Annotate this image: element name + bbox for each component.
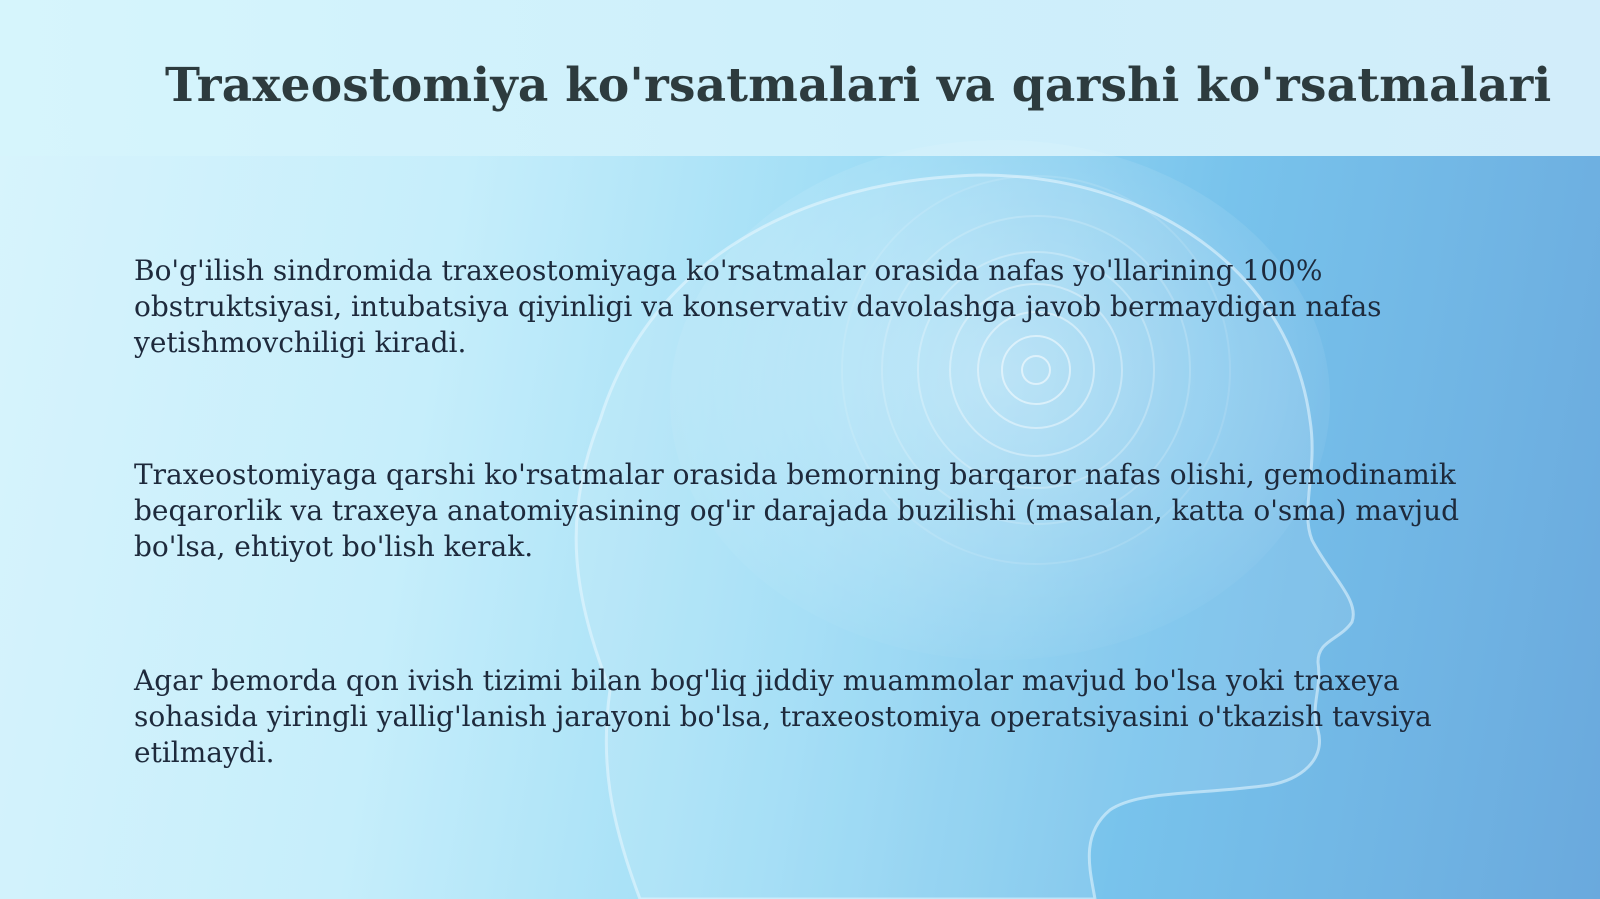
paragraph-not-recommended: Agar bemorda qon ivish tizimi bilan bog'liq jiddiy muammolar mavjud bo'lsa yoki traxeya sohasida yiringli yallig'lanish jarayoni bo'lsa, traxeostomiya operatsiyasini o'tkazish tavsiya etilmaydi. [134,664,1432,769]
paragraph-contraindications: Traxeostomiyaga qarshi ko'rsatmalar orasida bemorning barqaror nafas olishi, gemodinamik beqarorlik va traxeya anatomiyasining og'ir darajada buzilishi (masalan, katta o'sma) mavjud bo'lsa, ehtiyot bo'lish kerak. [134,458,1460,563]
paragraph-indications: Bo'g'ilish sindromida traxeostomiyaga ko'rsatmalar orasida nafas yo'llarining 100% obstruktsiyasi, intubatsiya qiyinligi va konservativ davolashga javob bermaydigan nafas yetishmovchiligi kiradi. [134,254,1382,359]
slide-title: Traxeostomiya ko'rsatmalari va qarshi ko'rsatmalari [165,58,1552,113]
